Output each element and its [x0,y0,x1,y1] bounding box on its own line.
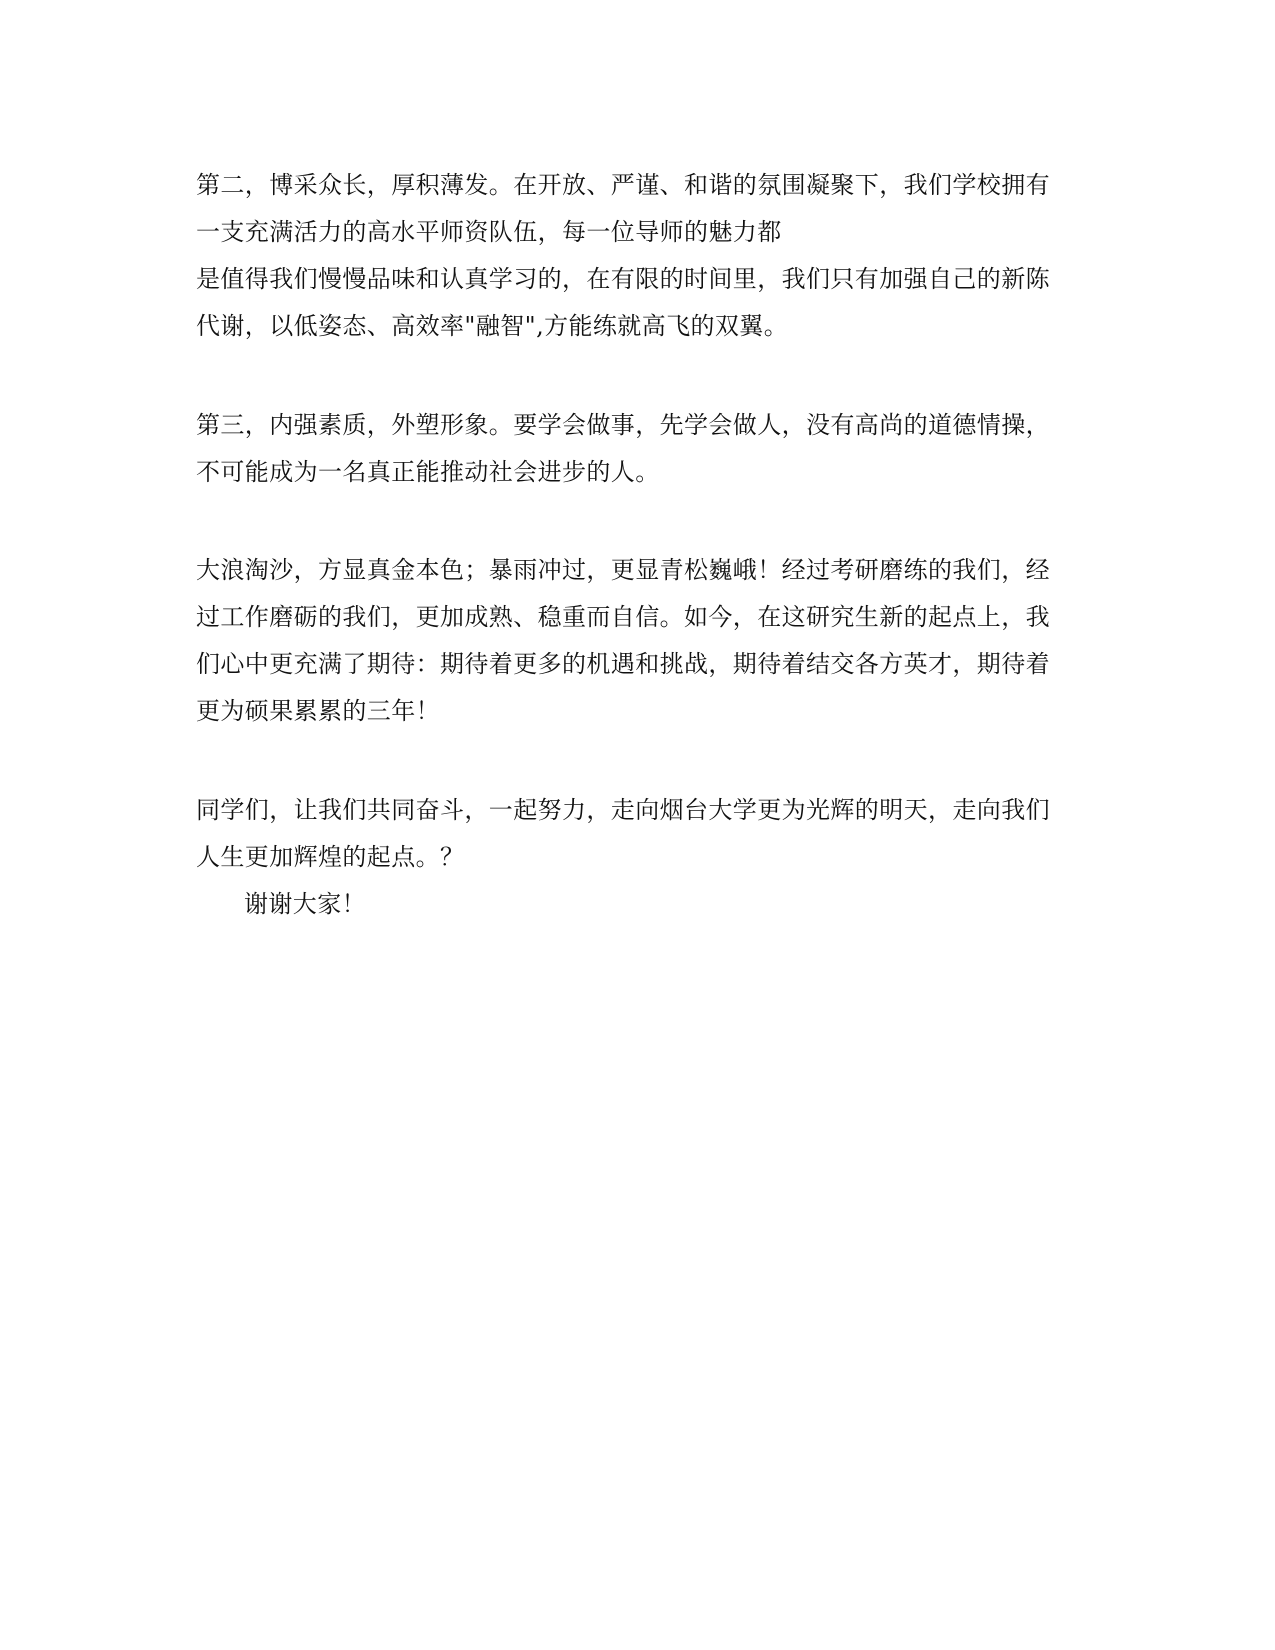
paragraph-2-line-1: 第三，内强素质，外塑形象。要学会做事，先学会做人，没有高尚的道德情操， [196,411,1050,439]
paragraph-1-line-4: 代谢，以低姿态、高效率"融智",方能练就高飞的双翼。 [196,312,789,340]
paragraph-4-line-2: 人生更加辉煌的起点。？ [196,843,465,871]
paragraph-1-line-1: 第二，博采众长，厚积薄发。在开放、严谨、和谐的氛围凝聚下，我们学校拥有 [196,171,1050,199]
paragraph-1-line-3: 是值得我们慢慢品味和认真学习的，在有限的时间里，我们只有加强自己的新陈 [196,265,1050,293]
paragraph-3-line-3: 们心中更充满了期待：期待着更多的机遇和挑战，期待着结交各方英才，期待着 [196,650,1050,678]
paragraph-4-line-1: 同学们，让我们共同奋斗，一起努力，走向烟台大学更为光辉的明天，走向我们 [196,796,1050,824]
paragraph-2-line-2: 不可能成为一名真正能推动社会进步的人。 [196,458,660,486]
paragraph-3-line-4: 更为硕果累累的三年！ [196,697,440,725]
paragraph-3-line-2: 过工作磨砺的我们，更加成熟、稳重而自信。如今，在这研究生新的起点上，我 [196,603,1050,631]
closing-line: 谢谢大家！ [244,890,366,918]
paragraph-3-line-1: 大浪淘沙，方显真金本色；暴雨冲过，更显青松巍峨！经过考研磨练的我们，经 [196,556,1050,584]
paragraph-1-line-2: 一支充满活力的高水平师资队伍，每一位导师的魅力都 [196,218,782,246]
